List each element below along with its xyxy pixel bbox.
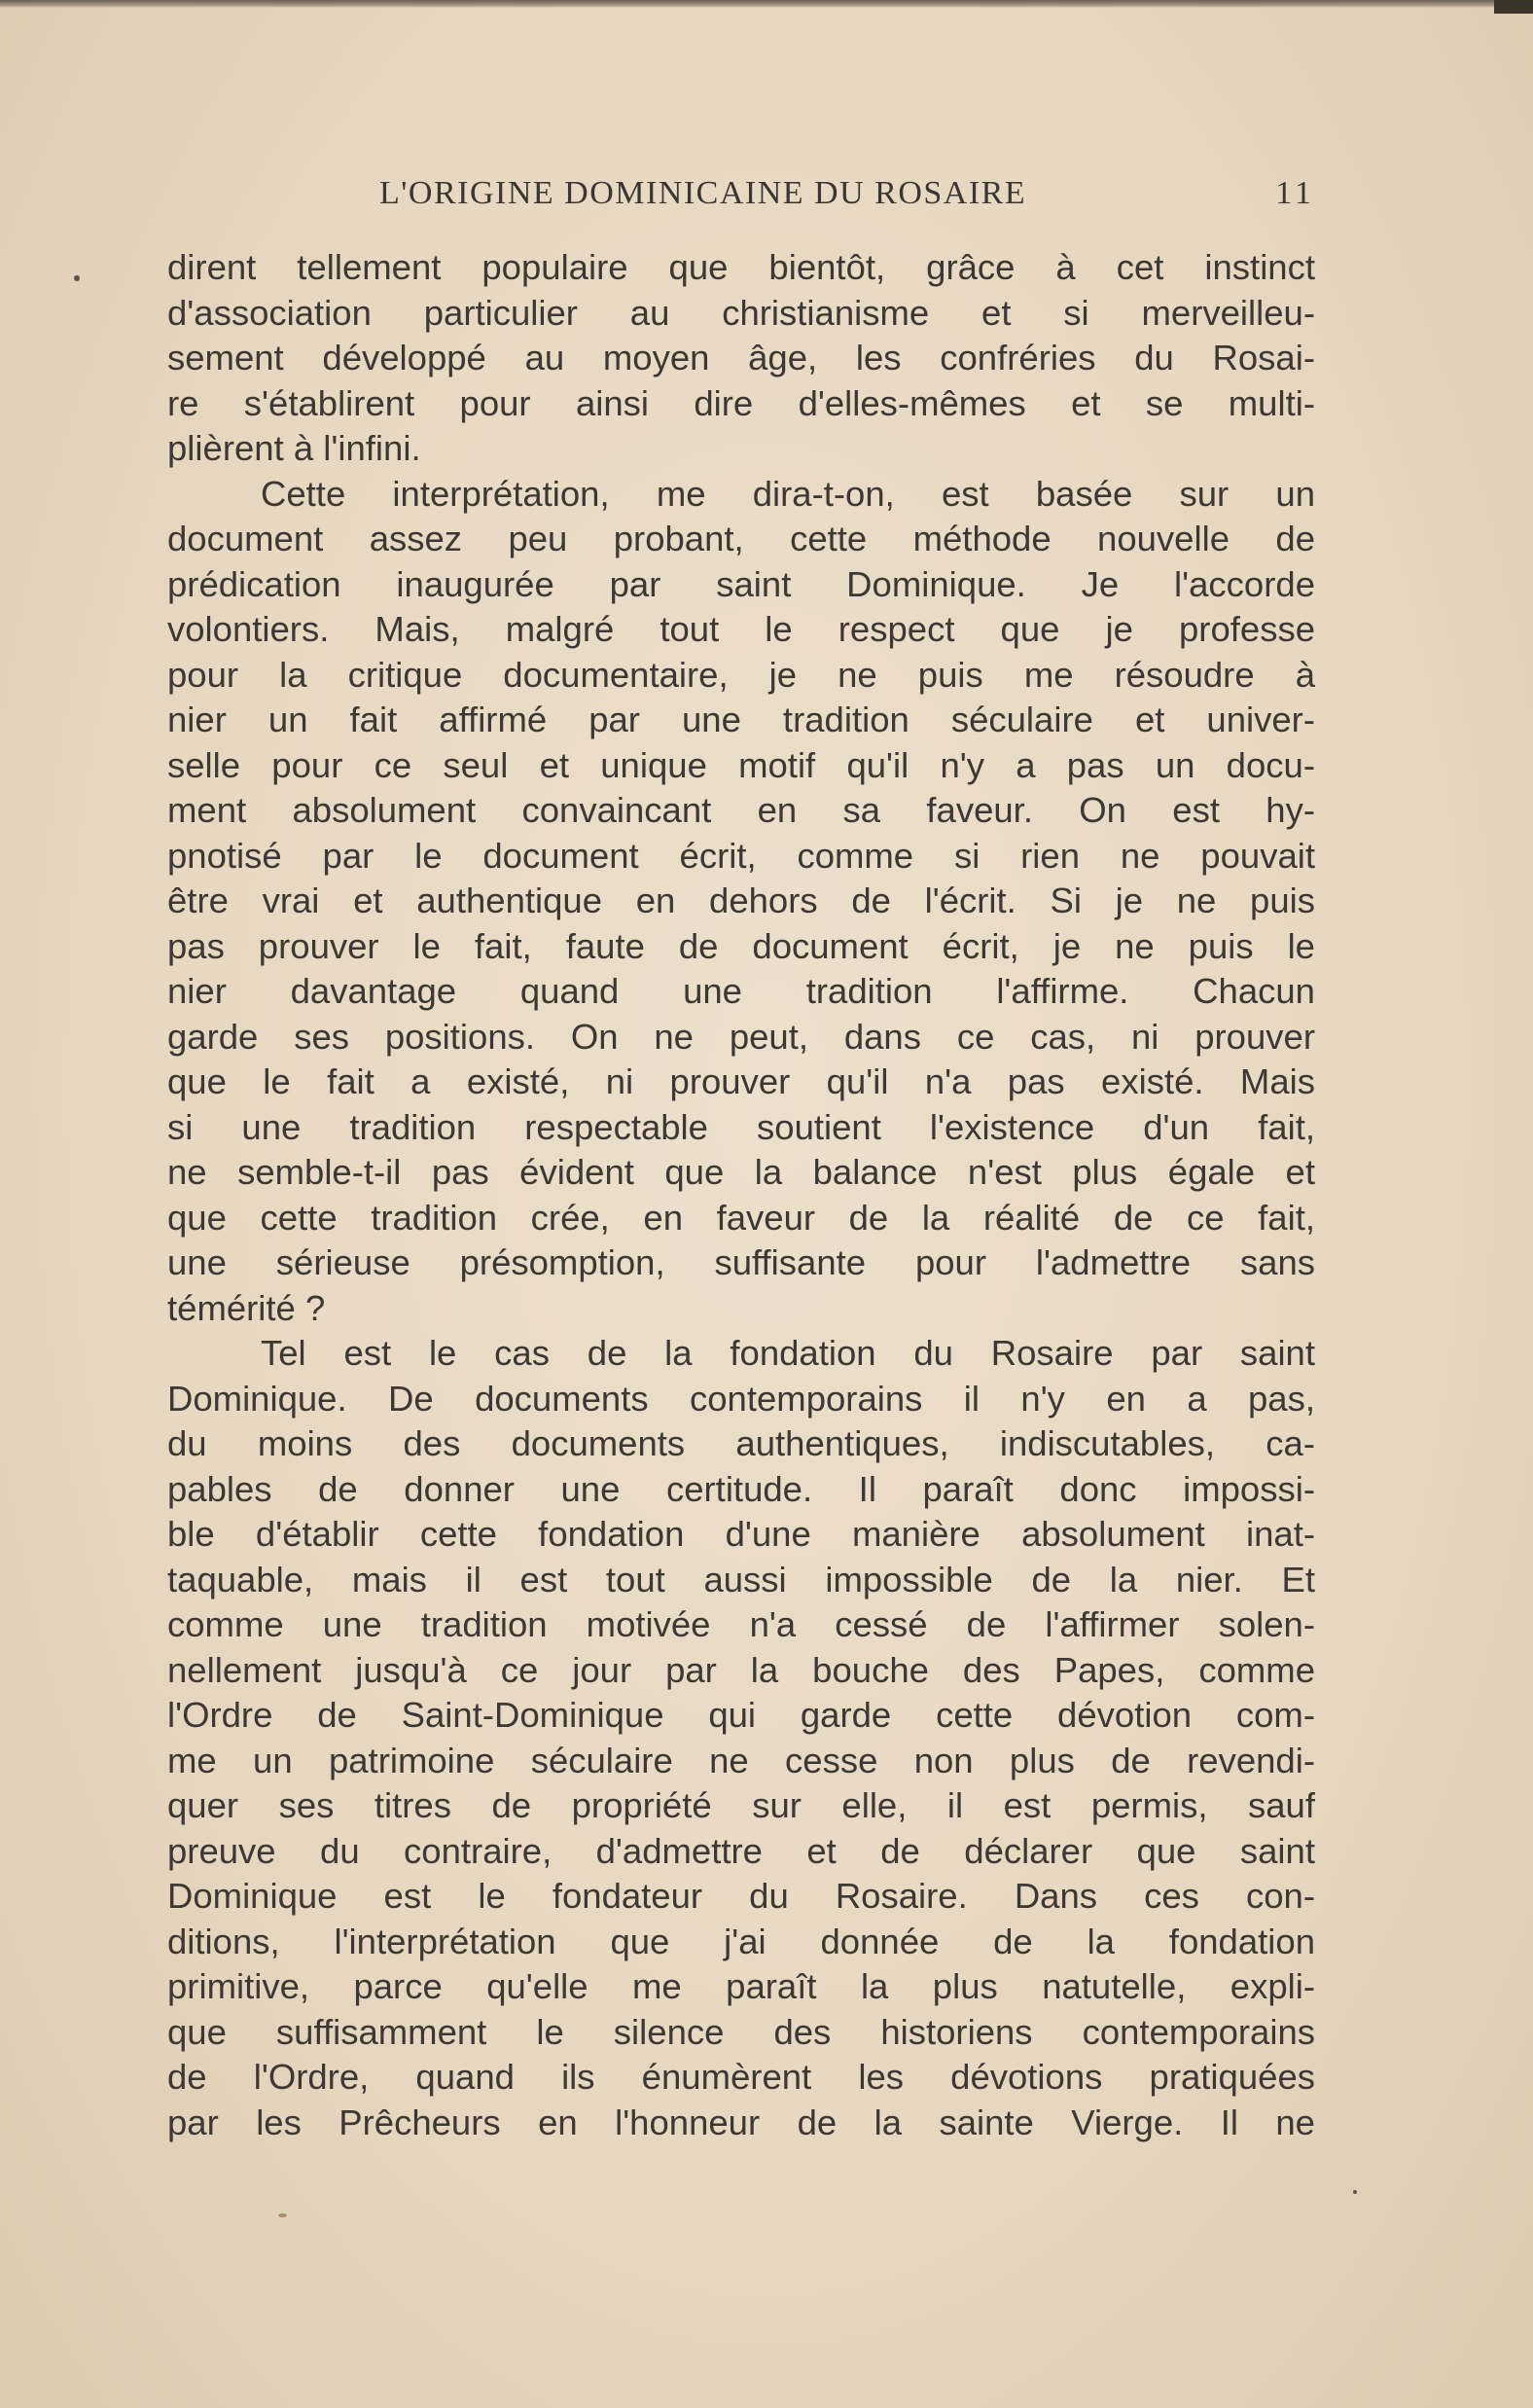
body-text xyxy=(167,245,1315,2145)
page-number: 11 xyxy=(1275,175,1315,211)
text-line: prédication inaugurée par saint Dominique. Je l'accorde xyxy=(167,563,1315,604)
text-line: garde ses positions. On ne peut, dans ce cas, ni prouver xyxy=(167,1016,1315,1057)
text-line: Dominique. De documents contemporains il n'y en a pas, xyxy=(167,1378,1315,1419)
text-line: du moins des documents authentiques, indiscutables, ca- xyxy=(167,1423,1315,1463)
ink-speck xyxy=(278,2213,287,2217)
text-line: volontiers. Mais, malgré tout le respect que je professe xyxy=(167,609,1315,649)
text-line: une sérieuse présomption, suffisante pour l'admettre sans xyxy=(167,1242,1315,1282)
text-line: ment absolument convaincant en sa faveur. On est hy- xyxy=(167,790,1315,830)
text-line: que cette tradition crée, en faveur de la réalité de ce fait, xyxy=(167,1197,1315,1238)
paragraph-start-line: Cette interprétation, me dira-t-on, est basée sur un xyxy=(261,473,1315,514)
text-line: quer ses titres de propriété sur elle, il est permis, sauf xyxy=(167,1785,1315,1825)
page-top-edge xyxy=(0,0,1533,8)
running-head xyxy=(167,175,1315,220)
text-line: re s'établirent pour ainsi dire d'elles-mêmes et se multi- xyxy=(167,382,1315,423)
text-line: pour la critique documentaire, je ne puis me résoudre à xyxy=(167,654,1315,695)
text-line: par les Prêcheurs en l'honneur de la sainte Vierge. Il ne xyxy=(167,2102,1315,2142)
text-line: nier un fait affirmé par une tradition séculaire et univer- xyxy=(167,700,1315,739)
text-line: être vrai et authentique en dehors de l'écrit. Si je ne puis xyxy=(167,881,1315,920)
ink-speck xyxy=(1353,2190,1357,2194)
text-line: dirent tellement populaire que bientôt, grâce à cet instinct xyxy=(167,247,1315,287)
text-line: plièrent à l'infini. xyxy=(167,428,421,468)
text-line: primitive, parce qu'elle me paraît la plus natutelle, expli- xyxy=(167,1966,1315,2006)
text-line: comme une tradition motivée n'a cessé de l'affirmer solen- xyxy=(167,1604,1315,1644)
ink-speck xyxy=(74,275,80,281)
paragraph-start-line: Tel est le cas de la fondation du Rosaire par saint xyxy=(261,1333,1315,1373)
text-line: ble d'établir cette fondation d'une manière absolument inat- xyxy=(167,1514,1315,1554)
text-line: taquable, mais il est tout aussi impossible de la nier. Et xyxy=(167,1559,1315,1599)
text-line: l'Ordre de Saint-Dominique qui garde cette dévotion com- xyxy=(167,1695,1315,1735)
text-line: sement développé au moyen âge, les confréries du Rosai- xyxy=(167,338,1315,377)
text-line: nier davantage quand une tradition l'affirme. Chacun xyxy=(167,971,1315,1011)
text-line: Dominique est le fondateur du Rosaire. Dans ces con- xyxy=(167,1876,1315,1916)
text-line: ditions, l'interprétation que j'ai donnée de la fondation xyxy=(167,1921,1315,1961)
text-line: document assez peu probant, cette méthode nouvelle de xyxy=(167,519,1315,558)
text-line: preuve du contraire, d'admettre et de déclarer que saint xyxy=(167,1830,1315,1871)
text-line: de l'Ordre, quand ils énumèrent les dévotions pratiquées xyxy=(167,2057,1315,2097)
text-line: que suffisamment le silence des historiens contemporains xyxy=(167,2011,1315,2052)
text-line: pables de donner une certitude. Il paraît donc impossi- xyxy=(167,1468,1315,1509)
text-line: si une tradition respectable soutient l'existence d'un fait, xyxy=(167,1106,1315,1147)
running-title: L'ORIGINE DOMINICAINE DU ROSAIRE xyxy=(379,175,1027,211)
text-line: pas prouver le fait, faute de document écrit, je ne puis le xyxy=(167,925,1315,966)
text-line: pnotisé par le document écrit, comme si rien ne pouvait xyxy=(167,835,1315,876)
text-line: ne semble-t-il pas évident que la balance n'est plus égale et xyxy=(167,1152,1315,1192)
text-line: selle pour ce seul et unique motif qu'il n'y a pas un docu- xyxy=(167,744,1315,785)
text-line: nellement jusqu'à ce jour par la bouche des Papes, comme xyxy=(167,1649,1315,1690)
text-line: témérité ? xyxy=(167,1287,326,1328)
page-corner-shadow xyxy=(1494,0,1533,14)
text-line: que le fait a existé, ni prouver qu'il n'a pas existé. Mais xyxy=(167,1061,1315,1101)
text-line: me un patrimoine séculaire ne cesse non plus de revendi- xyxy=(167,1740,1315,1780)
text-line: d'association particulier au christianisme et si merveilleu- xyxy=(167,292,1315,333)
